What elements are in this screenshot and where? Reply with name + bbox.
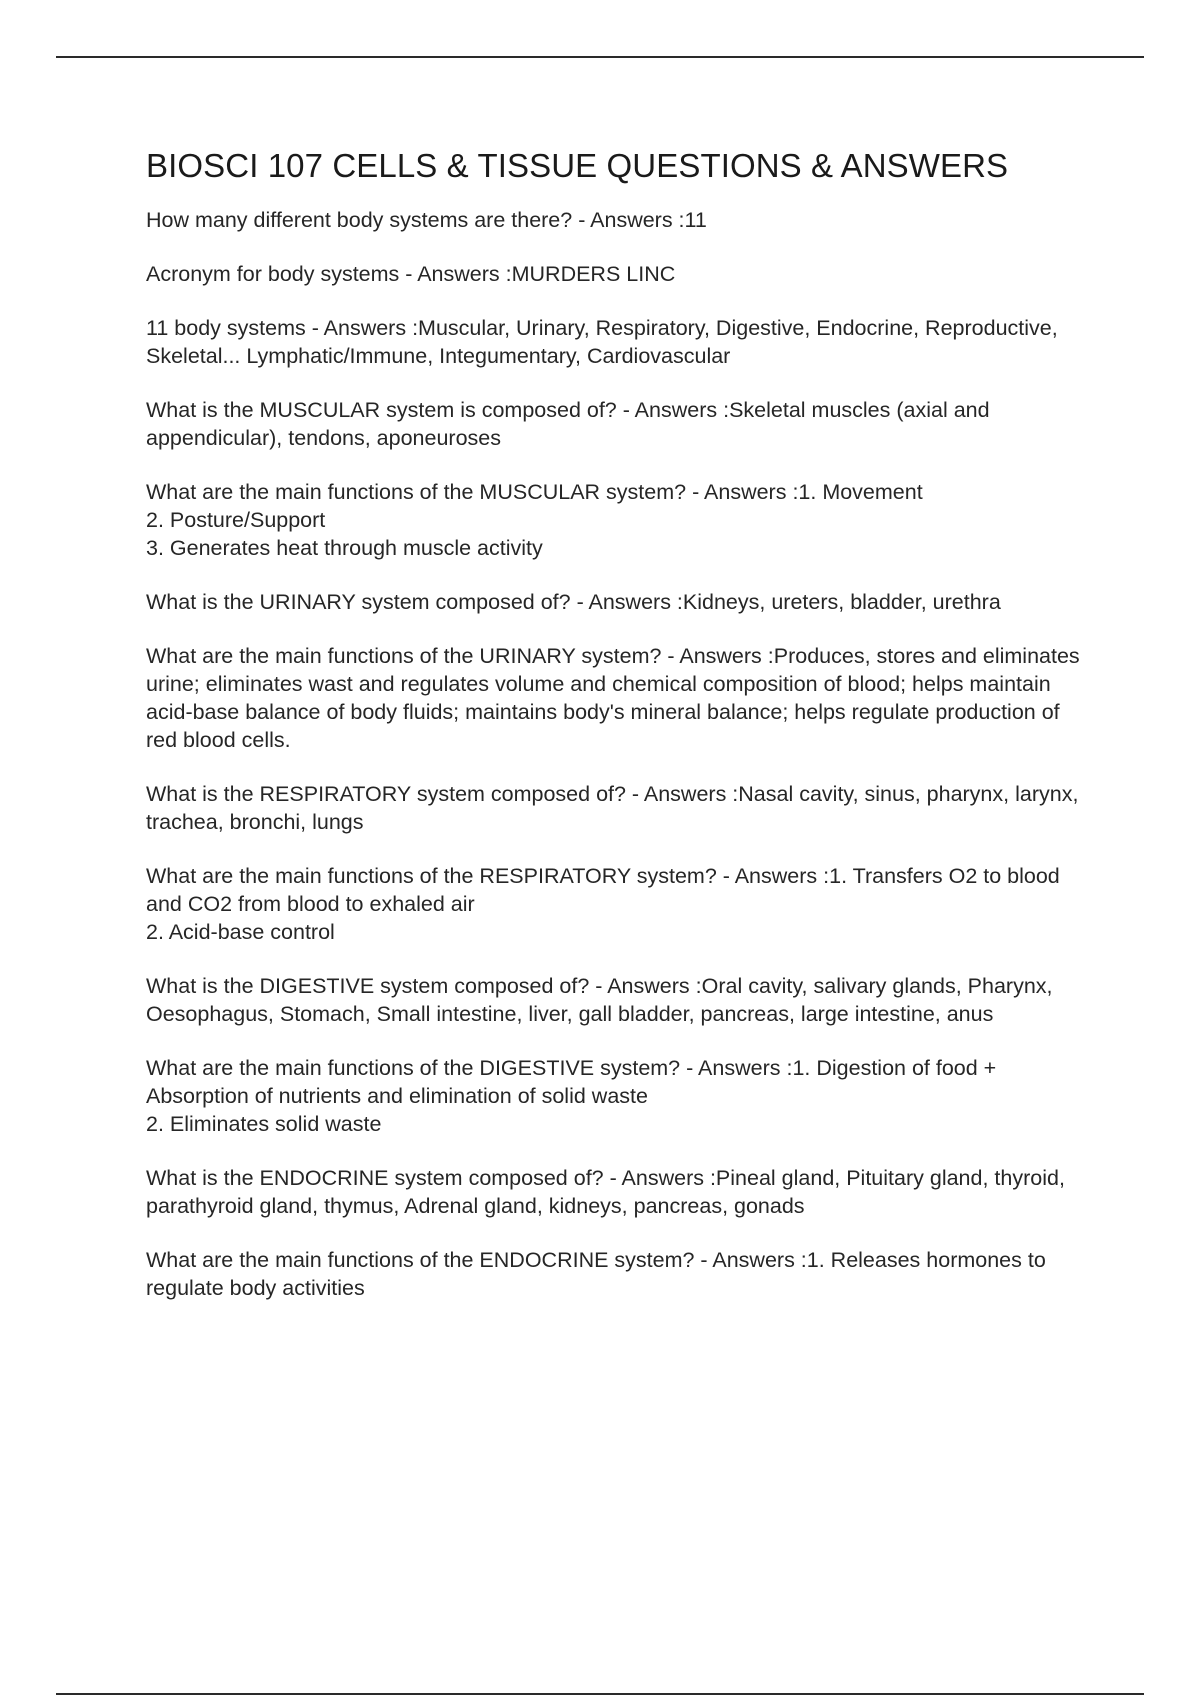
qa-entry-urinary-composition: What is the URINARY system composed of? - Answers :Kidneys, ureters, bladder, urethra — [146, 590, 1001, 614]
qa-entry-respiratory-composition: What is the RESPIRATORY system composed of? - Answers :Nasal cavity, sinus, pharynx, larynx, trachea, bronchi, lungs — [146, 782, 1079, 834]
qa-entry-acronym: Acronym for body systems - Answers :MURDERS LINC — [146, 262, 676, 286]
qa-entry-respiratory-functions: What are the main functions of the RESPIRATORY system? - Answers :1. Transfers O2 to blood and CO2 from blood to exhaled air 2. Acid-base control — [146, 864, 1060, 944]
footer-rule — [56, 1693, 1144, 1695]
qa-entry-urinary-functions: What are the main functions of the URINARY system? - Answers :Produces, stores and eliminates urine; eliminates wast and regulates volume and chemical composition of blood; helps maintain acid-base balance of body fluids; maintains body's mineral balance; helps regulate production of red blood cells. — [146, 644, 1080, 752]
document-title: BIOSCI 107 CELLS & TISSUE QUESTIONS & ANSWERS — [146, 147, 1009, 184]
qa-entry-digestive-composition: What is the DIGESTIVE system composed of? - Answers :Oral cavity, salivary glands, Pharynx, Oesophagus, Stomach, Small intestine, liver, gall bladder, pancreas, large intestine, anus — [146, 974, 1053, 1026]
qa-entry-endocrine-functions: What are the main functions of the ENDOCRINE system? - Answers :1. Releases hormones to regulate body activities — [146, 1248, 1046, 1300]
qa-entry-eleven-systems: 11 body systems - Answers :Muscular, Urinary, Respiratory, Digestive, Endocrine, Reproductive, Skeletal... Lymphatic/Immune, Integumentary, Cardiovascular — [146, 316, 1058, 368]
qa-entry-muscular-composition: What is the MUSCULAR system is composed of? - Answers :Skeletal muscles (axial and appendicular), tendons, aponeuroses — [146, 398, 990, 450]
qa-entry-endocrine-composition: What is the ENDOCRINE system composed of? - Answers :Pineal gland, Pituitary gland, thyroid, parathyroid gland, thymus, Adrenal gland, kidneys, pancreas, gonads — [146, 1166, 1065, 1218]
qa-entry-muscular-functions: What are the main functions of the MUSCULAR system? - Answers :1. Movement 2. Posture/Support 3. Generates heat through muscle activity — [146, 480, 923, 560]
document-body — [146, 146, 1086, 1328]
qa-entry-body-systems-count: How many different body systems are there? - Answers :11 — [146, 208, 707, 232]
header-rule — [56, 56, 1144, 58]
qa-entry-digestive-functions: What are the main functions of the DIGESTIVE system? - Answers :1. Digestion of food + Absorption of nutrients and elimination of solid waste 2. Eliminates solid waste — [146, 1056, 997, 1136]
